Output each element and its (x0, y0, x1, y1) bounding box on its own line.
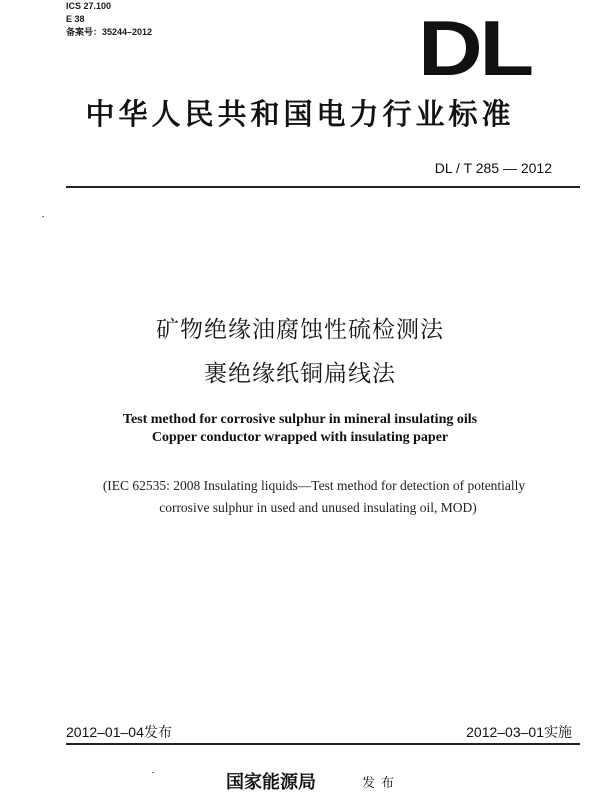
implement-date: 2012–03–01实施 (466, 724, 572, 740)
scan-speck (152, 772, 154, 773)
standard-number: DL / T 285 — 2012 (434, 160, 552, 176)
record-number: 备案号：35244–2012 (66, 27, 153, 37)
top-divider (66, 186, 580, 188)
iec-reference-line-2: corrosive sulphur in used and unused insulating oil, MOD) (159, 500, 477, 515)
english-title-line-1: Test method for corrosive sulphur in mineral insulating oils (122, 412, 478, 427)
issue-verb: 发布 (362, 776, 401, 791)
metadata-block (66, 0, 152, 39)
iec-reference-line-1: (IEC 62535: 2008 Insulating liquids—Test method for detection of potentially (102, 478, 526, 493)
ics-code: ICS 27.100 (66, 1, 112, 11)
chinese-title-line-1: 矿物绝缘油腐蚀性硫检测法 (156, 317, 444, 343)
scan-speck (42, 216, 44, 217)
english-title-line-2: Copper conductor wrapped with insulating paper (151, 430, 449, 445)
bottom-divider (66, 743, 580, 745)
issuer-name: 国家能源局 (226, 772, 316, 793)
publish-date: 2012–01–04发布 (66, 724, 172, 740)
dl-logo: DL (418, 4, 531, 92)
classification-code: E 38 (66, 14, 85, 24)
chinese-title-line-2: 裹绝缘纸铜扁线法 (204, 361, 396, 387)
org-title: 中华人民共和国电力行业标准 (85, 97, 515, 131)
